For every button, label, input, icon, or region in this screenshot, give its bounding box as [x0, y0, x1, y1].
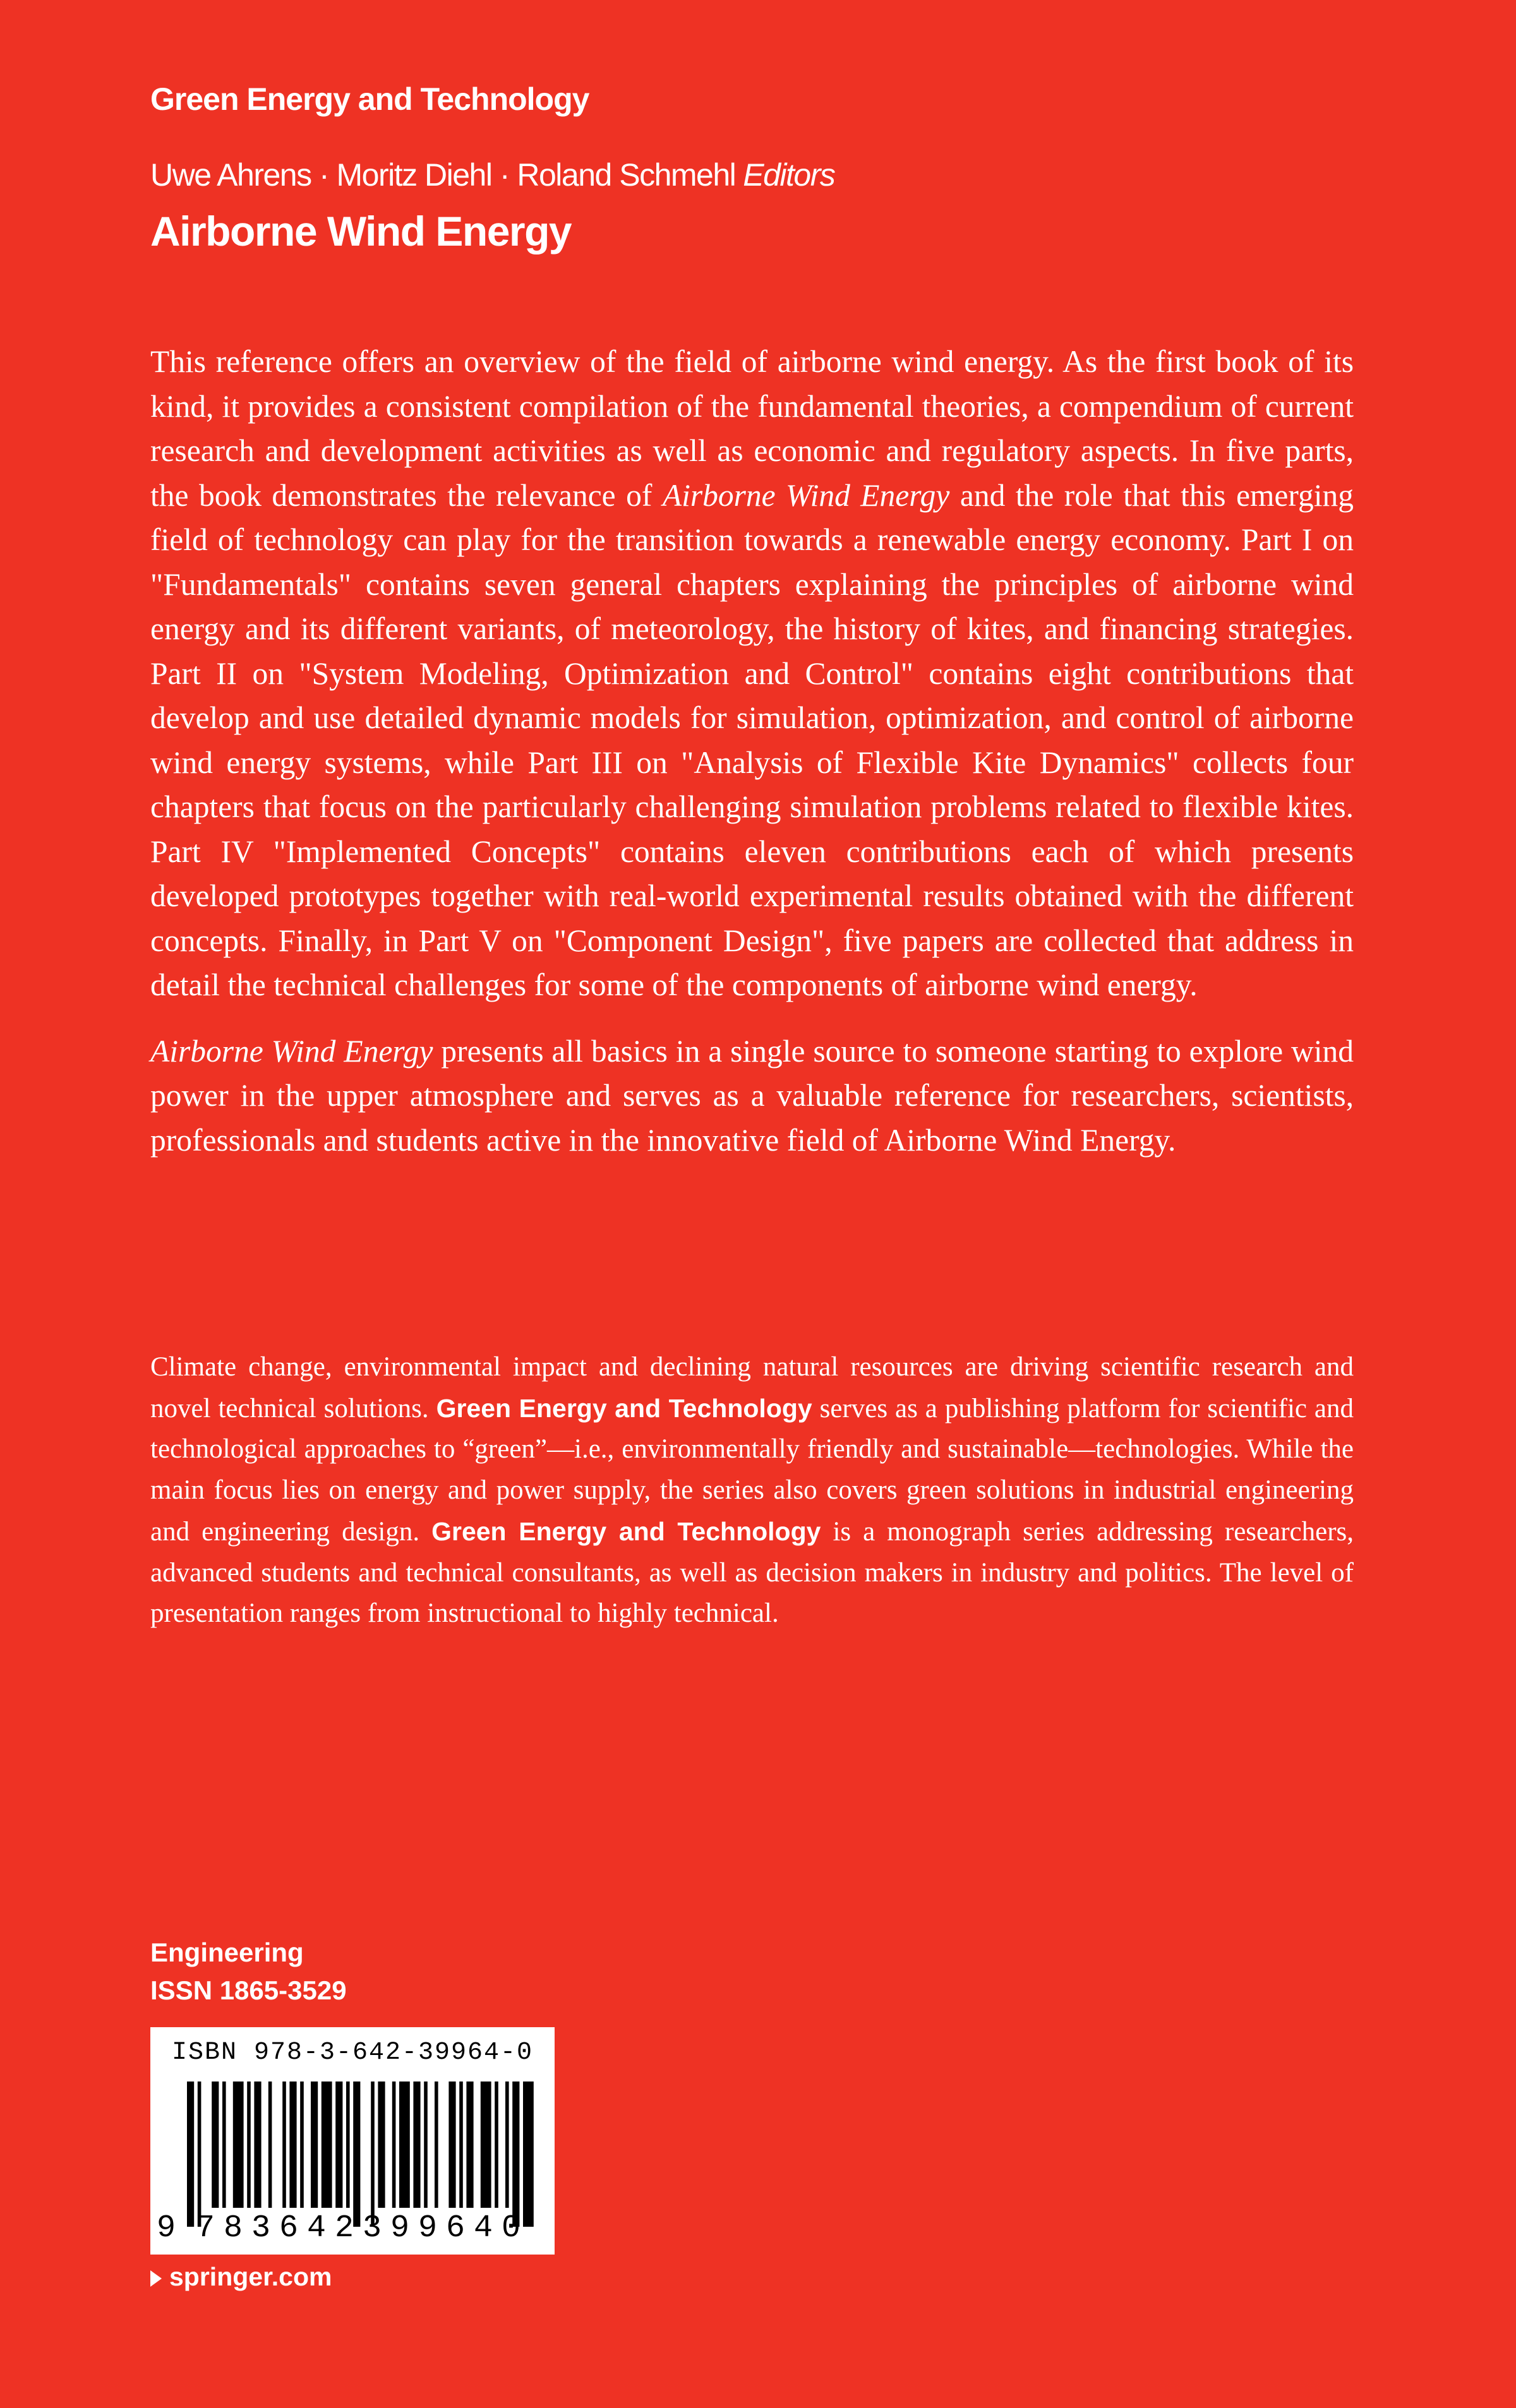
barcode-bar: [322, 2082, 332, 2208]
website-label: springer.com: [169, 2262, 332, 2291]
book-title: Airborne Wind Energy: [150, 208, 572, 255]
barcode-bar: [523, 2082, 534, 2227]
barcode-bar: [300, 2082, 304, 2208]
barcode-box: [150, 2027, 555, 2255]
series-name-bold: Green Energy and Technology: [431, 1516, 821, 1546]
barcode-bar: [289, 2082, 296, 2208]
barcode-bar: [353, 2082, 360, 2227]
description-paragraph-1: This reference offers an overview of the field of airborne wind energy. As the first book of its kind, it provides a consistent compilation of the fundamental theories, a compendium of current research and development activities as well as economic and regulatory aspects. In five parts, the book demonstrates the relevance of Airborne Wind Energy and the role that this emerging field of technology can play for the transition towards a renewable energy economy. Part I on "Fundamentals" contains seven general chapters explaining the principles of airborne wind energy and its different variants, of meteorology, the history of kites, and financing strategies. Part II on "System Modeling, Optimization and Control" contains eight contributions that develop and use detailed dynamic models for simulation, optimization, and control of airborne wind energy systems, while Part III on "Analysis of Flexible Kite Dynamics" collects four chapters that focus on the particularly challenging simulation problems related to flexible kites. Part IV "Implemented Concepts" contains eleven contributions each of which presents developed prototypes together with real-world experimental results obtained with the different concepts. Finally, in Part V on "Component Design", five papers are collected that address in detail the technical challenges for some of the components of airborne wind energy.: [150, 344, 1354, 1002]
barcode-bar: [371, 2082, 375, 2227]
barcode-bar: [392, 2082, 396, 2208]
barcode-bar: [222, 2082, 226, 2208]
barcode-digits: 783642399640: [196, 2210, 530, 2246]
barcode-bar: [466, 2082, 473, 2208]
barcode-first-digit: 9: [157, 2210, 176, 2246]
barcode-bar: [233, 2082, 244, 2208]
barcode-bar: [435, 2082, 438, 2208]
barcode-bar: [346, 2082, 350, 2208]
barcode-bar: [187, 2082, 194, 2227]
isbn-label: ISBN 978-3-642-39964-0: [171, 2039, 534, 2067]
barcode-bar: [378, 2082, 385, 2208]
book-description: [150, 340, 1354, 1163]
barcode-bar: [512, 2082, 519, 2227]
barcode-bar: [448, 2082, 455, 2208]
barcode-bar: [254, 2082, 261, 2208]
barcode-bar: [481, 2082, 491, 2208]
book-title-italic: Airborne Wind Energy: [150, 1033, 433, 1069]
arrow-right-icon: [150, 2270, 162, 2287]
barcode-bar: [268, 2082, 272, 2208]
description-paragraph-2: Airborne Wind Energy presents all basics in a single source to someone starting to explore wind power in the upper atmosphere and serves as a valuable reference for researchers, scientists, professionals and students active in the innovative field of Airborne Wind Energy.: [150, 1033, 1354, 1158]
barcode-bar: [399, 2082, 410, 2208]
barcode-bar: [505, 2082, 509, 2208]
issn: ISSN 1865-3529: [150, 1975, 347, 2005]
series-title: Green Energy and Technology: [150, 81, 589, 117]
barcode-bar: [413, 2082, 420, 2208]
barcode-bar: [495, 2082, 498, 2208]
editors-line: [150, 157, 834, 193]
series-name-bold: Green Energy and Technology: [436, 1393, 812, 1423]
website-link[interactable]: [150, 2262, 332, 2292]
barcode-bar: [282, 2082, 286, 2208]
book-title-italic: Airborne Wind Energy: [662, 477, 950, 513]
barcode-bar: [212, 2082, 219, 2208]
subject-category: Engineering: [150, 1938, 304, 1967]
editors-role: Editors: [743, 157, 835, 193]
editor-names: Uwe Ahrens · Moritz Diehl · Roland Schmehl: [150, 157, 736, 193]
barcode-bar: [198, 2082, 202, 2227]
barcode-bar: [335, 2082, 342, 2208]
barcode-bar: [311, 2082, 318, 2208]
barcode-bar: [424, 2082, 428, 2208]
series-description: Climate change, environmental impact and declining natural resources are driving scientific research and novel technical solutions. Green Energy and Technology serves as a publishing platform for scientific and technological approaches to “green”—i.e., environmentally friendly and sustainable—technologies. While the main focus lies on energy and power supply, the series also covers green solutions in industrial engineering and engineering design. Green Energy and Technology is a monograph series addressing researchers, advanced students and technical consultants, as well as decision makers in industry and politics. The level of presentation ranges from instructional to highly technical.: [150, 1352, 1354, 1629]
barcode-bar: [247, 2082, 251, 2208]
barcode-bar: [459, 2082, 463, 2208]
subject-info: [150, 1934, 347, 2010]
